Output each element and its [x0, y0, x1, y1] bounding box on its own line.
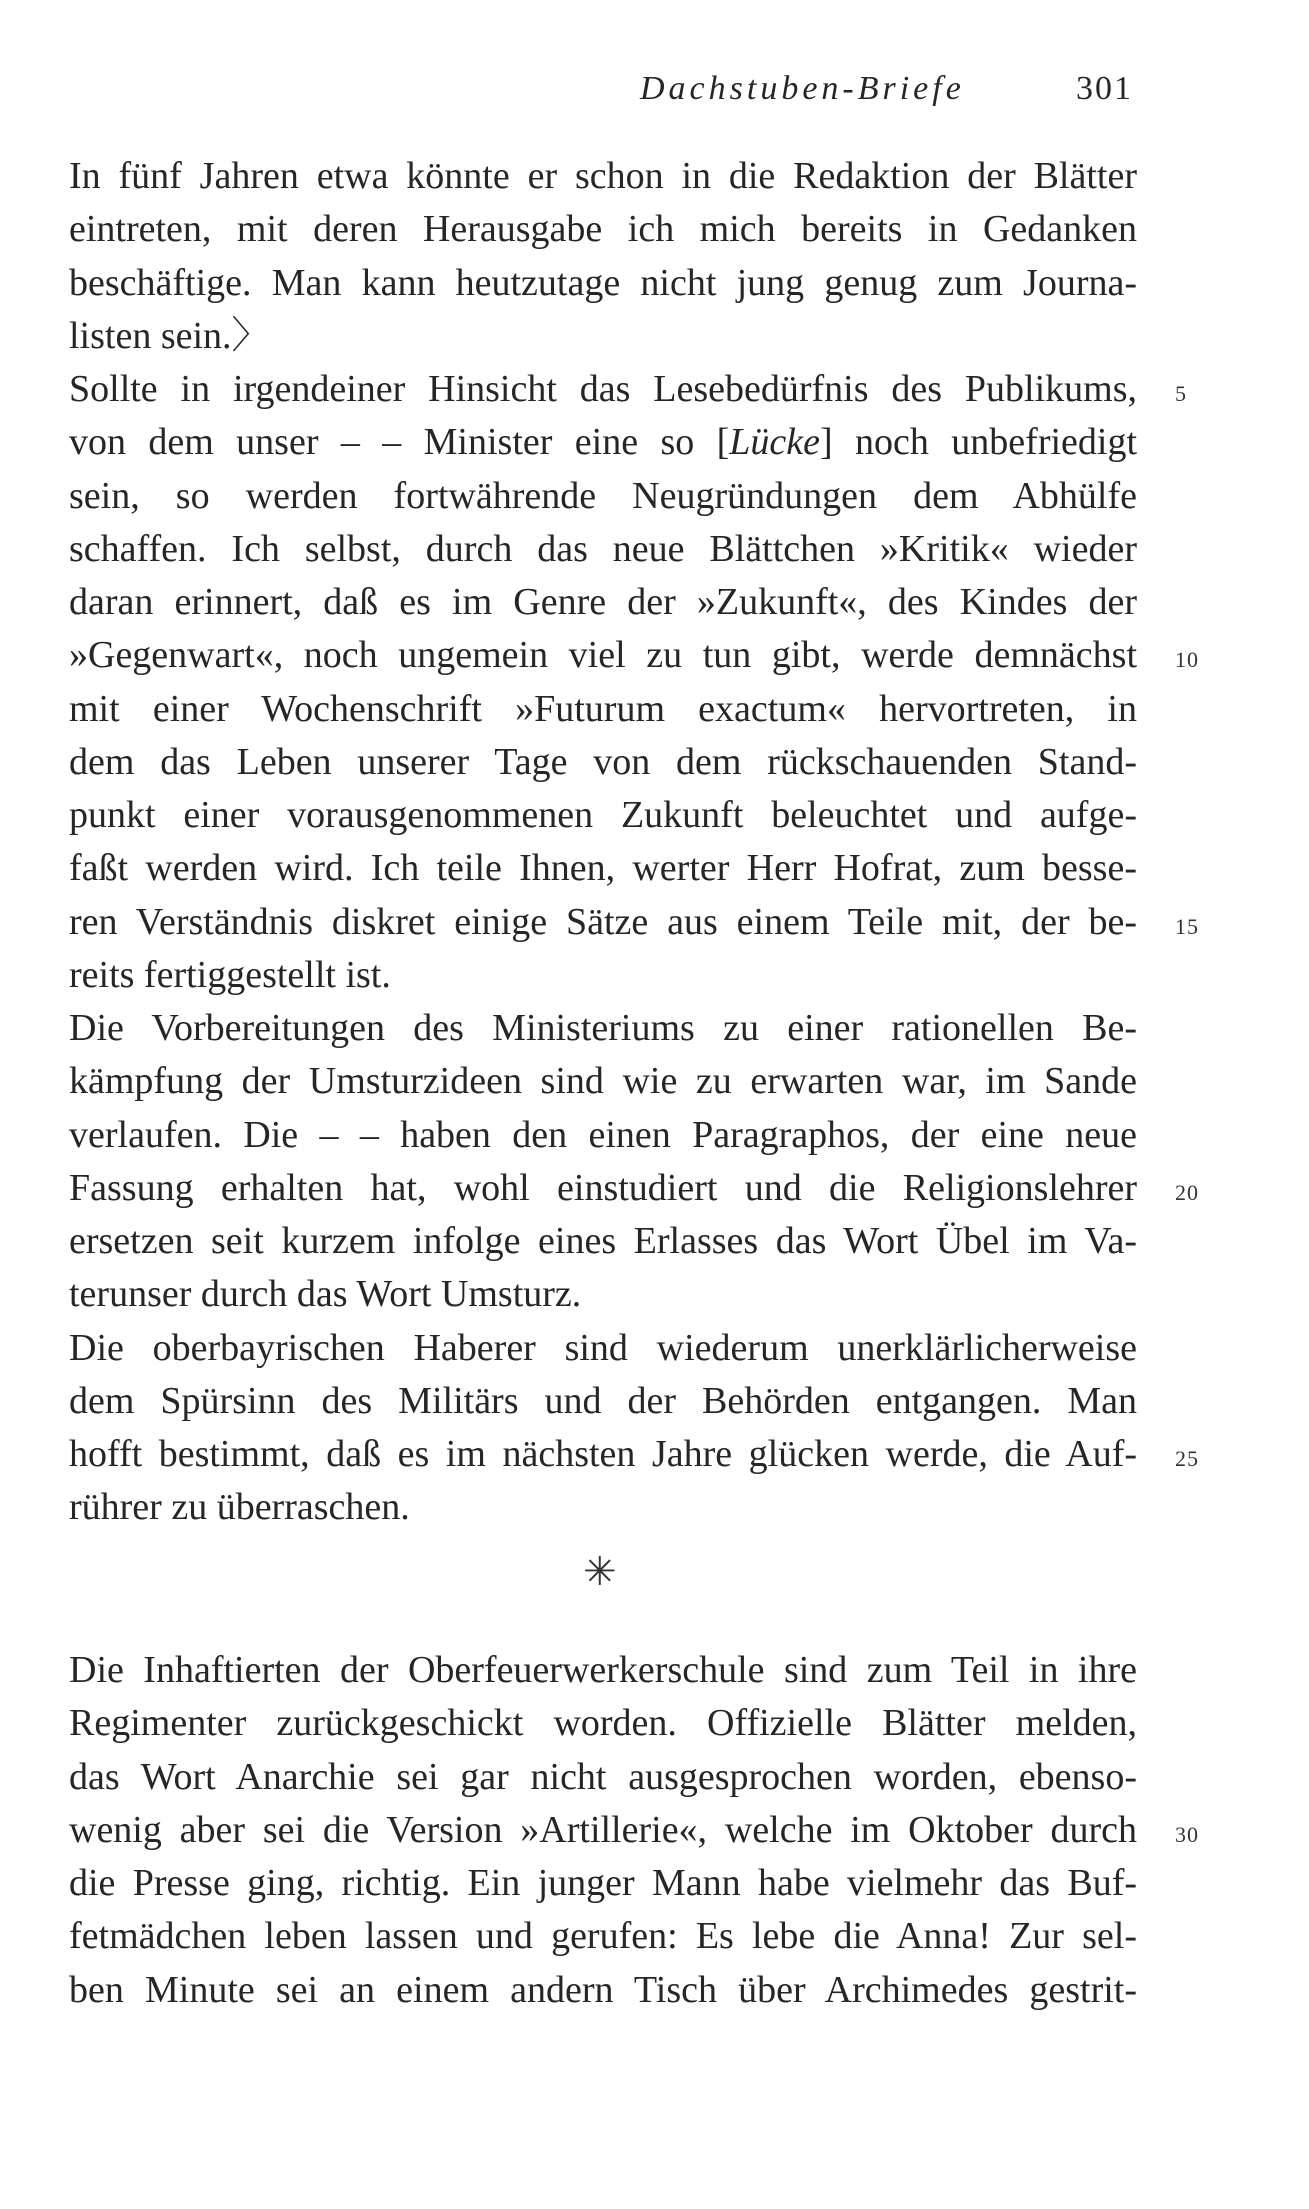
text-line — [69, 1162, 1199, 1215]
line-text: listen sein.〉 — [69, 314, 270, 357]
text-block-1 — [69, 150, 1199, 1535]
text-line — [69, 1481, 1137, 1534]
text-line — [69, 1055, 1137, 1108]
line-text: wenig aber sei die Version »Artillerie«, welche im Oktober durch — [69, 1808, 1137, 1851]
line-number: 15 — [1175, 913, 1199, 939]
line-text: Die oberbayrischen Haberer sind wiederum unerklärlicherweise — [69, 1326, 1137, 1369]
line-text: ben Minute sei an einem andern Tisch über Archimedes gestrit- — [69, 1968, 1137, 2011]
text-line — [69, 470, 1137, 523]
line-text: schaffen. Ich selbst, durch das neue Blättchen »Kritik« wieder — [69, 527, 1137, 570]
text-line — [69, 363, 1187, 416]
text-line — [69, 1002, 1137, 1055]
page-number: 301 — [1076, 70, 1133, 107]
line-text: Fassung erhalten hat, wohl einstudiert und die Religionslehrer — [69, 1166, 1137, 1209]
line-text: die Presse ging, richtig. Ein junger Mann habe vielmehr das Buf- — [69, 1862, 1137, 1904]
text-line — [69, 1215, 1137, 1268]
text-line — [69, 1375, 1137, 1428]
line-text: Regimenter zurückgeschickt worden. Offizielle Blätter melden, — [69, 1702, 1137, 1745]
line-text: In fünf Jahren etwa könnte er schon in die Redaktion der Blätter — [69, 155, 1137, 197]
line-text: kämpfung der Umsturzideen sind wie zu erwarten war, im Sande — [69, 1060, 1137, 1103]
line-text: dem das Leben unserer Tage von dem rückschauenden Stand- — [69, 740, 1137, 783]
running-head — [0, 64, 1309, 114]
text-line — [69, 1857, 1137, 1910]
line-text: Die Vorbereitungen des Ministeriums zu einer rationellen Be- — [69, 1007, 1137, 1049]
line-italic-text: Lücke — [729, 421, 821, 464]
line-text: beschäftige. Man kann heutzutage nicht jung genug zum Journa- — [69, 261, 1137, 304]
text-line — [69, 949, 1137, 1002]
line-number: 10 — [1175, 647, 1199, 673]
text-line — [69, 1268, 1137, 1321]
text-line — [69, 896, 1199, 949]
line-text: sein, so werden fortwährende Neugründungen dem Abhülfe — [69, 474, 1137, 517]
text-block-2 — [69, 1644, 1199, 2017]
text-line — [69, 257, 1137, 310]
text-line — [69, 629, 1199, 682]
line-text: daran erinnert, daß es im Genre der »Zukunft«, des Kindes der — [69, 581, 1137, 623]
line-text: Sollte in irgendeiner Hinsicht das Lesebedürfnis des Publikums, — [69, 368, 1137, 410]
line-text: terunser durch das Wort Umsturz. — [69, 1273, 582, 1316]
text-line — [69, 203, 1137, 256]
text-line — [69, 1697, 1137, 1750]
text-line — [69, 1428, 1199, 1481]
line-number: 5 — [1175, 381, 1187, 406]
line-text: ren Verständnis diskret einige Sätze aus einem Teile mit, der be- — [69, 900, 1137, 943]
line-text: von dem unser – – Minister eine so [ — [69, 421, 730, 464]
line-text: faßt werden wird. Ich teile Ihnen, werter Herr Hofrat, zum besse- — [69, 847, 1137, 890]
line-number: 20 — [1175, 1179, 1199, 1205]
line-text: rührer zu überraschen. — [69, 1486, 410, 1529]
line-text-after: ] noch unbefriedigt — [820, 421, 1138, 464]
text-line — [69, 523, 1137, 576]
text-line — [69, 1910, 1137, 1963]
text-line — [69, 1644, 1137, 1697]
text-line — [69, 842, 1137, 895]
running-head-title: Dachstuben-Briefe — [640, 70, 965, 107]
line-text: verlaufen. Die – – haben den einen Paragraphos, der eine neue — [69, 1113, 1137, 1156]
text-line — [69, 1751, 1137, 1804]
text-line — [69, 416, 1137, 469]
line-text: ersetzen seit kurzem infolge eines Erlasses das Wort Übel im Va- — [69, 1220, 1137, 1262]
text-line — [69, 1964, 1137, 2017]
line-number: 30 — [1175, 1821, 1199, 1847]
text-line — [69, 683, 1137, 736]
text-line — [69, 789, 1137, 842]
line-text: dem Spürsinn des Militärs und der Behörden entgangen. Man — [69, 1379, 1137, 1422]
line-text: hofft bestimmt, daß es im nächsten Jahre glücken werde, die Auf- — [69, 1433, 1137, 1475]
line-text: »Gegenwart«, noch ungemein viel zu tun gibt, werde demnächst — [69, 634, 1137, 677]
text-line — [69, 1804, 1199, 1857]
line-text: mit einer Wochenschrift »Futurum exactum« hervortreten, in — [69, 687, 1137, 730]
text-line — [69, 150, 1137, 203]
text-line — [69, 1322, 1137, 1375]
text-line — [69, 736, 1137, 789]
text-line — [69, 576, 1137, 629]
line-text: punkt einer vorausgenommenen Zukunft beleuchtet und aufge- — [69, 794, 1137, 836]
line-text: reits fertiggestellt ist. — [69, 953, 391, 996]
line-text: fetmädchen leben lassen und gerufen: Es lebe die Anna! Zur sel- — [69, 1915, 1137, 1958]
line-text: das Wort Anarchie sei gar nicht ausgesprochen worden, ebenso- — [69, 1755, 1137, 1798]
line-number: 25 — [1175, 1446, 1199, 1471]
section-separator-asterisk-icon: ✳ — [583, 1549, 617, 1594]
text-line — [69, 1109, 1137, 1162]
line-text: Die Inhaftierten der Oberfeuerwerkerschule sind zum Teil in ihre — [69, 1649, 1137, 1691]
text-line — [69, 310, 1137, 363]
line-text: eintreten, mit deren Herausgabe ich mich bereits in Gedanken — [69, 208, 1137, 251]
